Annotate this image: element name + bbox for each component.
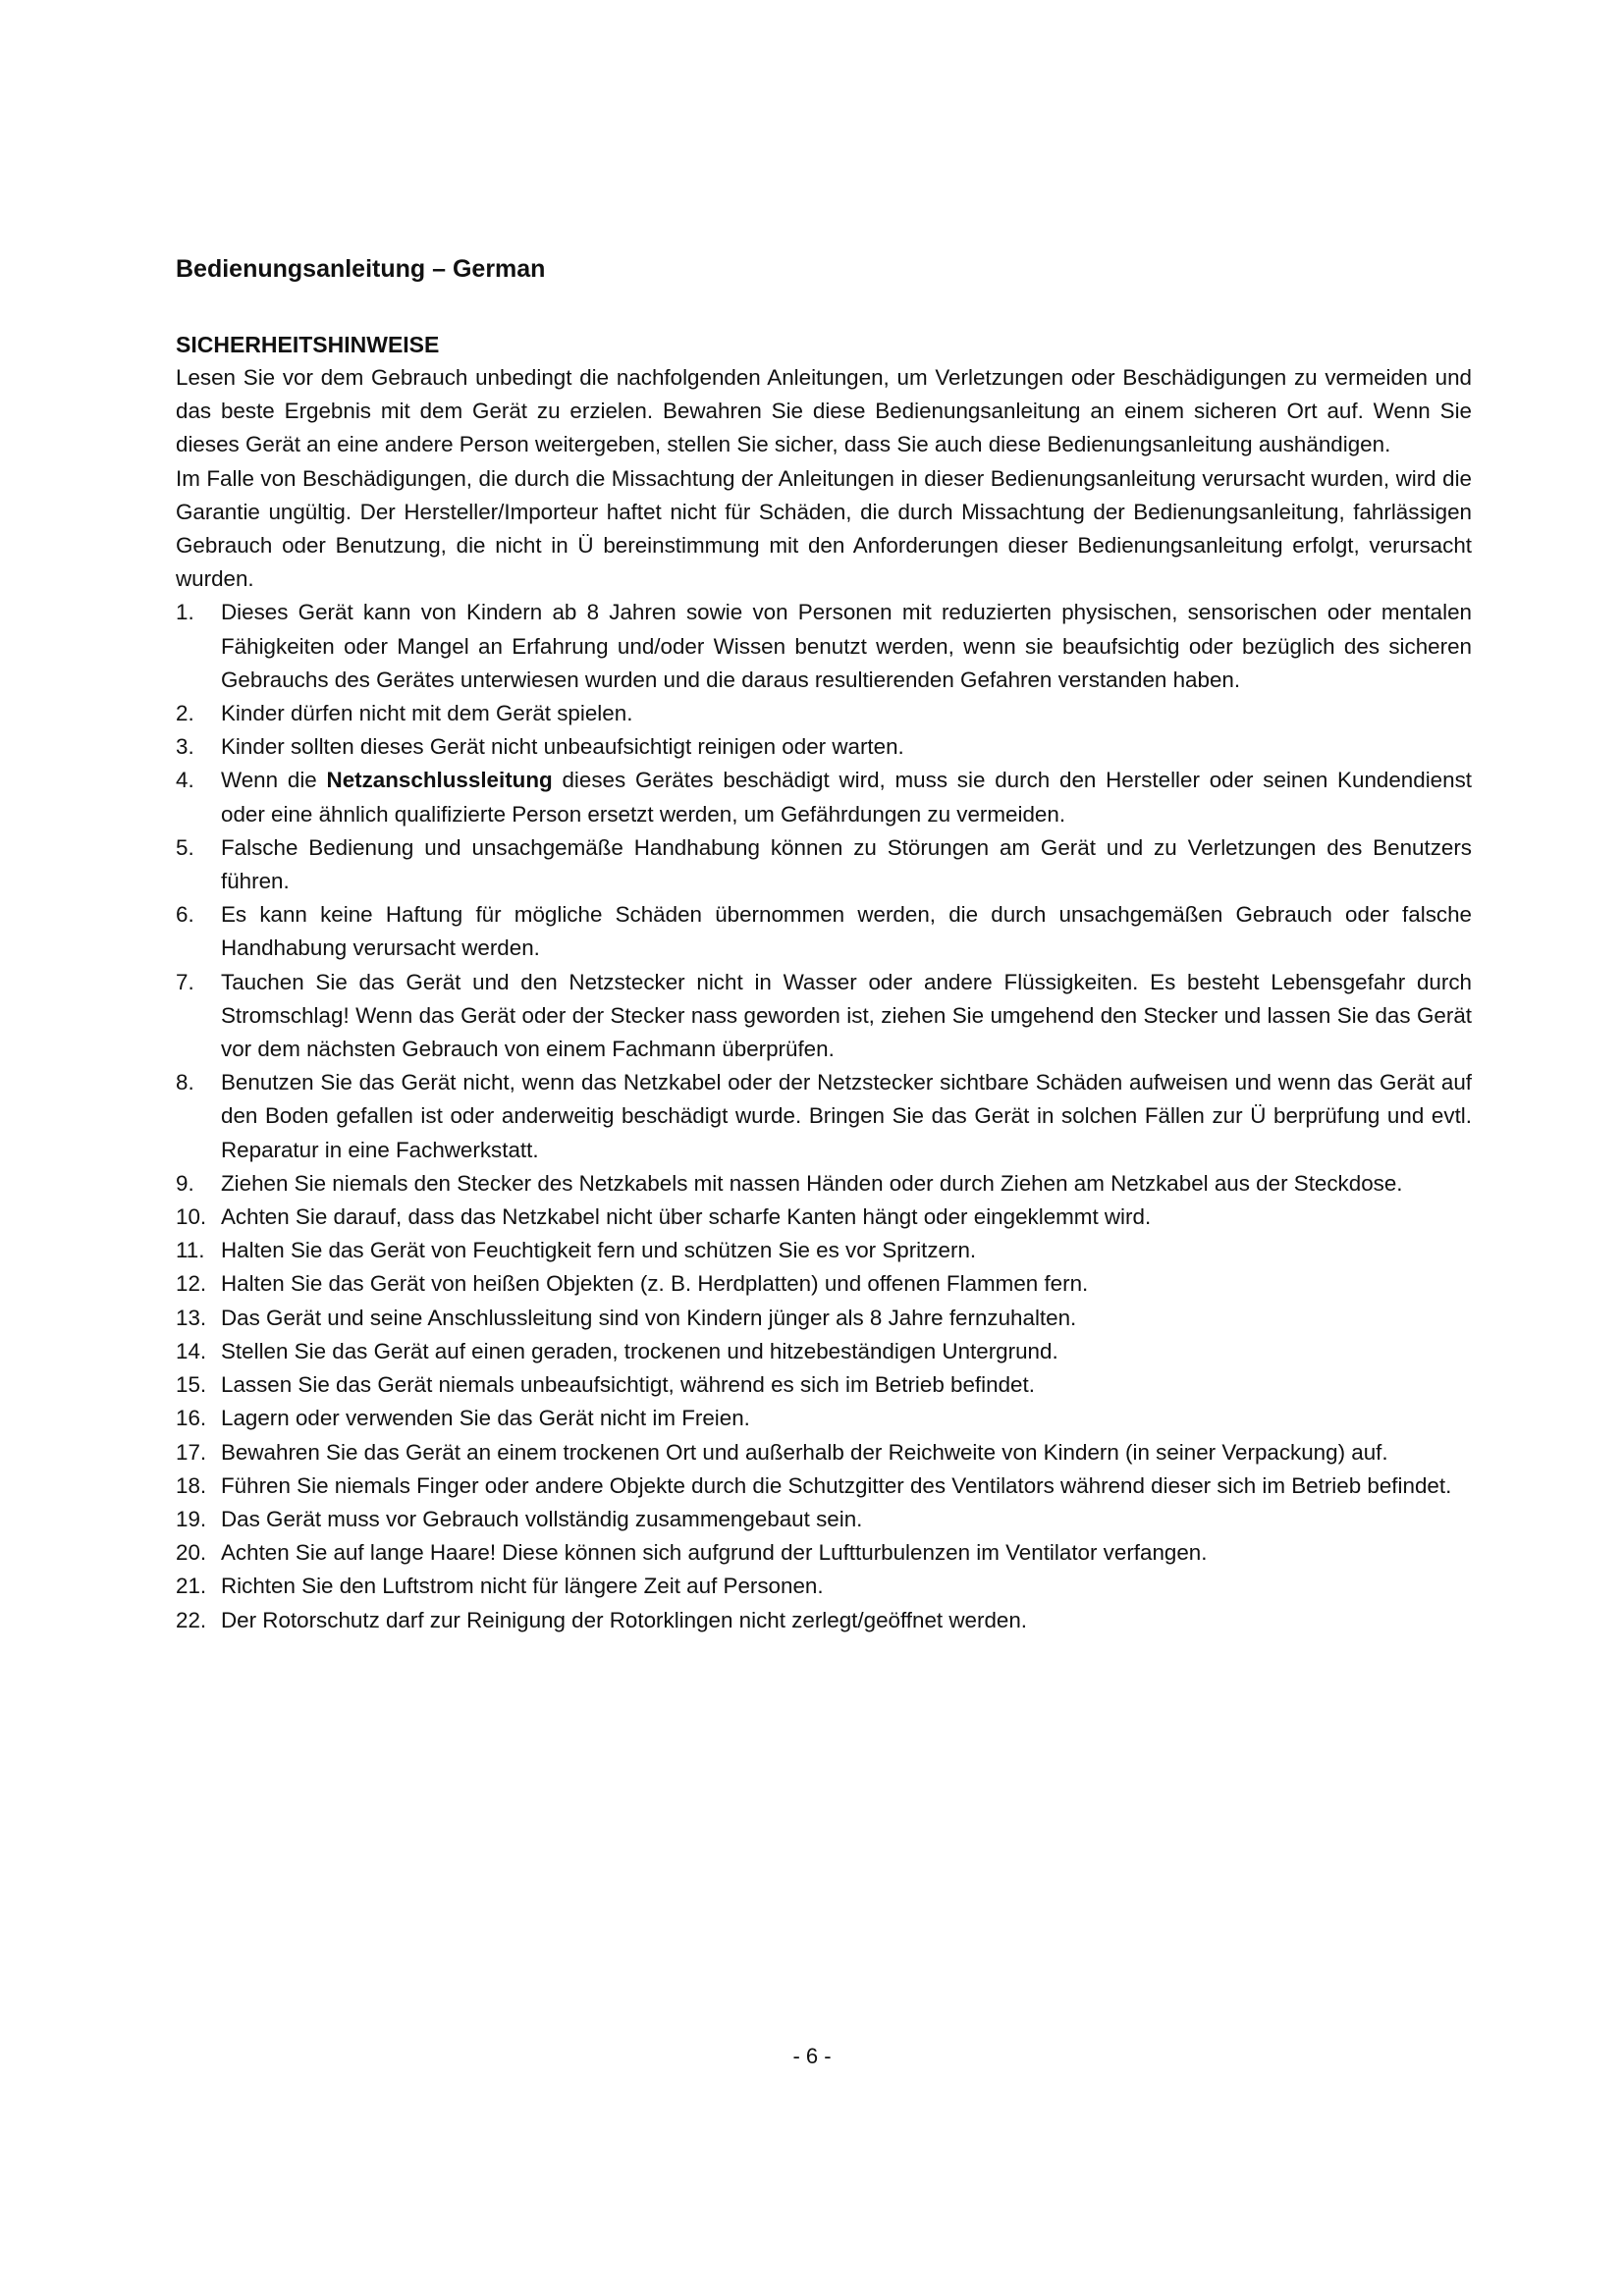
list-item-text: Führen Sie niemals Finger oder andere Objekte durch die Schutzgitter des Ventilators während dieser sich im Betrieb befindet. [221,1472,1452,1498]
list-item-text: Kinder sollten dieses Gerät nicht unbeaufsichtigt reinigen oder warten. [221,734,904,760]
list-item [176,966,1472,1067]
list-item [176,730,1472,764]
list-item-text: Benutzen Sie das Gerät nicht, wenn das Netzkabel oder der Netzstecker sichtbare Schäden aufweisen und wenn das Gerät auf den Boden gefallen ist oder anderweitig beschädigt wurde. Bringen Sie das Gerät in solchen Fällen zur Ü berprüfung und evtl. Reparatur in eine Fachwerkstatt. [221,1070,1472,1162]
list-item [176,1536,1472,1570]
list-item-number: 16. [176,1406,207,1431]
list-item-number: 6. [176,902,194,928]
list-item [176,1267,1472,1301]
list-item [176,764,1472,830]
list-item-text: Richten Sie den Luftstrom nicht für längere Zeit auf Personen. [221,1574,824,1599]
list-item-number: 13. [176,1305,207,1330]
list-item-number: 7. [176,969,194,994]
emphasis-netzanschlussleitung: Netzanschlussleitung [326,768,553,793]
list-item [176,1436,1472,1469]
list-item-text: Der Rotorschutz darf zur Reinigung der Rotorklingen nicht zerlegt/geöffnet werden. [221,1607,1028,1632]
warranty-paragraph: Im Falle von Beschädigungen, die durch die Missachtung der Anleitungen in dieser Bedienungsanleitung verursacht wurden, wird die Garantie ungültig. Der Hersteller/Importeur haftet nicht für Schäden, die durch Missachtung der Bedienungsanleitung, fahrlässigen Gebrauch oder Benutzung, die nicht in Ü bereinstimmung mit den Anforderungen dieser Bedienungsanleitung erfolgt, verursacht wurden. [176,465,1472,592]
list-item [176,1066,1472,1167]
list-item-text: Das Gerät und seine Anschlussleitung sind von Kindern jünger als 8 Jahre fernzuhalten. [221,1305,1077,1330]
list-item [176,1503,1472,1536]
list-item-text: Lagern oder verwenden Sie das Gerät nicht im Freien. [221,1406,750,1431]
list-item-number: 17. [176,1439,207,1465]
list-item [176,1302,1472,1335]
list-item [176,1201,1472,1234]
list-item-number: 20. [176,1540,207,1566]
list-item-number: 19. [176,1506,207,1531]
list-item-text: Kinder dürfen nicht mit dem Gerät spielen. [221,701,633,726]
list-item-text: Stellen Sie das Gerät auf einen geraden, trockenen und hitzebeständigen Untergrund. [221,1338,1058,1363]
list-item [176,697,1472,730]
list-item [176,1570,1472,1603]
list-item-text [221,764,1472,830]
list-item-text: Das Gerät muss vor Gebrauch vollständig zusammengebaut sein. [221,1506,863,1531]
list-item [176,1167,1472,1201]
list-item-number: 12. [176,1271,207,1297]
list-item-text: Bewahren Sie das Gerät an einem trockenen Ort und außerhalb der Reichweite von Kindern (in seiner Verpackung) auf. [221,1439,1388,1465]
list-item [176,1604,1472,1637]
list-item [176,1368,1472,1402]
safety-instructions-list [176,596,1472,1636]
section-title: SICHERHEITSHINWEISE [176,332,440,357]
list-item-text-part: dieses Gerätes beschädigt wird, muss sie durch den Hersteller oder seinen Kundendienst oder eine ähnlich qualifizierte Person ersetzt werden, um Gefährdungen zu vermeiden. [221,768,1472,827]
list-item-text: Lassen Sie das Gerät niemals unbeaufsichtigt, während es sich im Betrieb befindet. [221,1372,1035,1398]
page-number: - 6 - [792,2044,832,2068]
list-item-number: 5. [176,834,194,860]
list-item-number: 4. [176,768,194,793]
list-item-number: 3. [176,734,194,760]
list-item-number: 9. [176,1170,194,1196]
list-item-text: Achten Sie auf lange Haare! Diese können sich aufgrund der Luftturbulenzen im Ventilator verfangen. [221,1540,1208,1566]
list-item [176,898,1472,965]
list-item [176,596,1472,697]
list-item-text: Ziehen Sie niemals den Stecker des Netzkabels mit nassen Händen oder durch Ziehen am Netzkabel aus der Steckdose. [221,1170,1403,1196]
list-item-number: 22. [176,1607,207,1632]
list-item [176,1234,1472,1267]
list-item-number: 2. [176,701,194,726]
list-item-text: Es kann keine Haftung für mögliche Schäden übernommen werden, die durch unsachgemäßen Gebrauch oder falsche Handhabung verursacht werden. [221,902,1472,961]
list-item-number: 21. [176,1574,207,1599]
list-item [176,1335,1472,1368]
list-item-text: Falsche Bedienung und unsachgemäße Handhabung können zu Störungen am Gerät und zu Verletzungen des Benutzers führen. [221,834,1472,894]
list-item-number: 15. [176,1372,207,1398]
list-item-text: Achten Sie darauf, dass das Netzkabel nicht über scharfe Kanten hängt oder eingeklemmt wird. [221,1204,1152,1230]
list-item-number: 14. [176,1338,207,1363]
list-item-number: 11. [176,1238,205,1263]
list-item [176,1402,1472,1435]
list-item [176,831,1472,898]
list-item-number: 1. [176,600,194,625]
document-page [176,253,1472,1637]
list-item-text-part: Wenn die [221,768,327,793]
list-item-text: Tauchen Sie das Gerät und den Netzstecker nicht in Wasser oder andere Flüssigkeiten. Es besteht Lebensgefahr durch Stromschlag! Wenn das Gerät oder der Stecker nass geworden ist, ziehen Sie umgehend den Stecker und lassen Sie das Gerät vor dem nächsten Gebrauch von einem Fachmann überprüfen. [221,969,1472,1062]
intro-paragraph: Lesen Sie vor dem Gebrauch unbedingt die nachfolgenden Anleitungen, um Verletzungen oder Beschädigungen zu vermeiden und das beste Ergebnis mit dem Gerät zu erzielen. Bewahren Sie diese Bedienungsanleitung an einem sicheren Ort auf. Wenn Sie dieses Gerät an eine andere Person weitergeben, stellen Sie sicher, dass Sie auch diese Bedienungsanleitung aushändigen. [176,365,1472,457]
list-item-number: 18. [176,1472,207,1498]
list-item-number: 10. [176,1204,207,1230]
list-item-text: Halten Sie das Gerät von Feuchtigkeit fern und schützen Sie es vor Spritzern. [221,1238,977,1263]
list-item-text: Halten Sie das Gerät von heißen Objekten (z. B. Herdplatten) und offenen Flammen fern. [221,1271,1089,1297]
list-item-text: Dieses Gerät kann von Kindern ab 8 Jahren sowie von Personen mit reduzierten physischen, sensorischen oder mentalen Fähigkeiten oder Mangel an Erfahrung und/oder Wissen benutzt werden, wenn sie beaufsichtig oder bezüglich des sicheren Gebrauchs des Gerätes unterwiesen wurden und die daraus resultierenden Gefahren verstanden haben. [221,600,1472,692]
list-item [176,1469,1472,1503]
list-item-number: 8. [176,1070,194,1095]
document-title: Bedienungsanleitung – German [176,255,546,283]
